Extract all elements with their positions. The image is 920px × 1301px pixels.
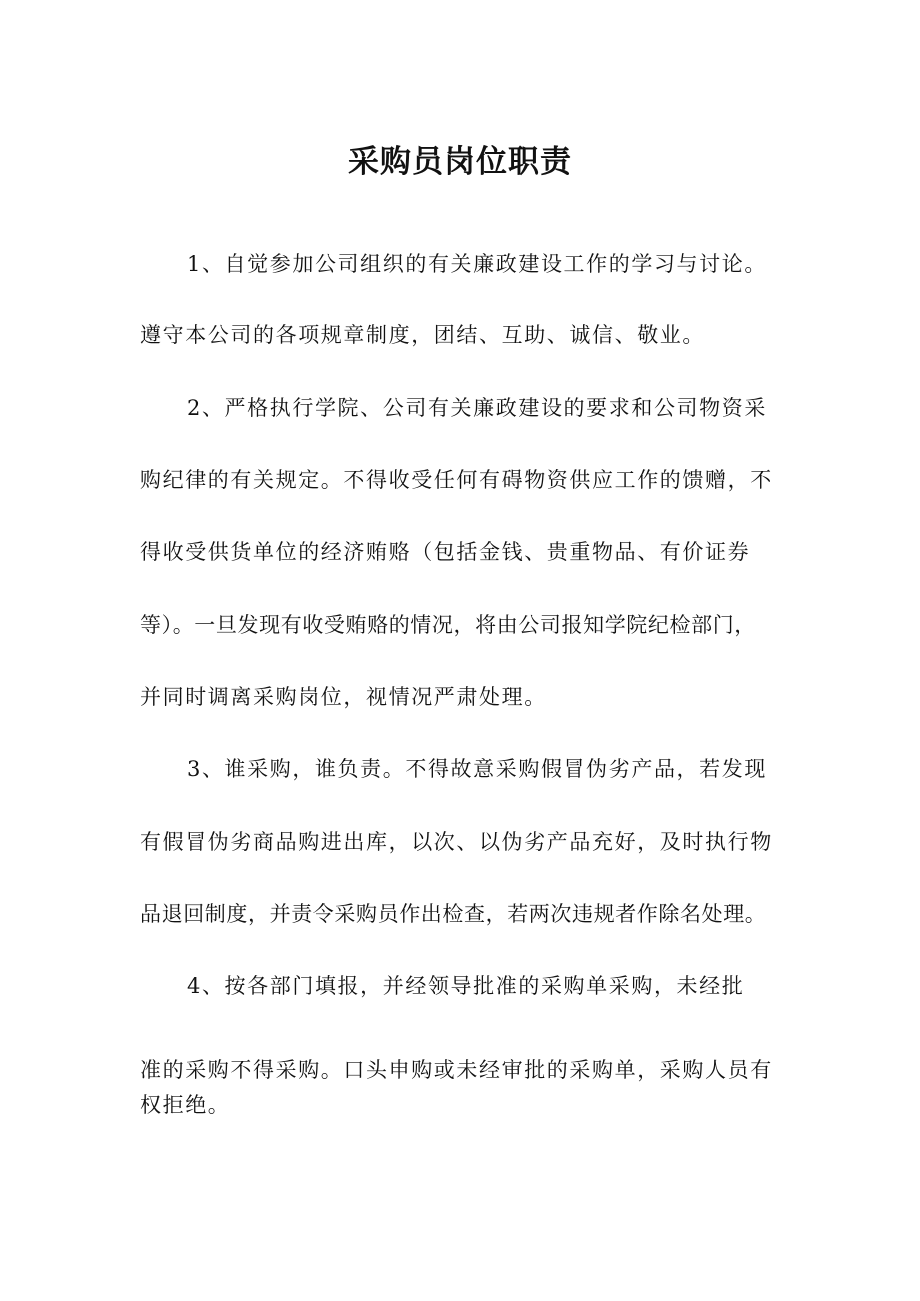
paragraph-2-line-1: 2、严格执行学院、公司有关廉政建设的要求和公司物资采: [187, 396, 767, 420]
paragraph-4-line-2: 准的采购不得采购。口头申购或未经审批的采购单，采购人员有: [140, 1058, 773, 1082]
paragraph-1-line-1: 1、自觉参加公司组织的有关廉政建设工作的学习与讨论。: [187, 252, 767, 276]
paragraph-2-line-2: 购纪律的有关规定。不得收受任何有碍物资供应工作的馈赠，不: [140, 468, 773, 492]
paragraph-1-line-2: 遵守本公司的各项规章制度，团结、互助、诚信、敬业。: [140, 323, 705, 347]
paragraph-2-line-4: 等）。一旦发现有收受贿赂的情况，将由公司报知学院纪检部门，: [140, 613, 756, 637]
paragraph-4-line-1: 4、按各部门填报，并经领导批准的采购单采购，未经批: [187, 974, 745, 998]
paragraph-3-line-2: 有假冒伪劣商品购进出库，以次、以伪劣产品充好，及时执行物: [140, 830, 773, 854]
document-title: 采购员岗位职责: [348, 144, 572, 180]
paragraph-4-line-3: 权拒绝。: [140, 1093, 231, 1117]
paragraph-2-line-5: 并同时调离采购岗位，视情况严肃处理。: [140, 685, 547, 709]
paragraph-3-line-3: 品退回制度，并责令采购员作出检查，若两次违规者作除名处理。: [140, 902, 767, 926]
paragraph-3-line-1: 3、谁采购，谁负责。不得故意采购假冒伪劣产品，若发现: [187, 757, 767, 781]
paragraph-2-line-3: 得收受供货单位的经济贿赂（包括金钱、贵重物品、有价证券: [140, 540, 751, 564]
